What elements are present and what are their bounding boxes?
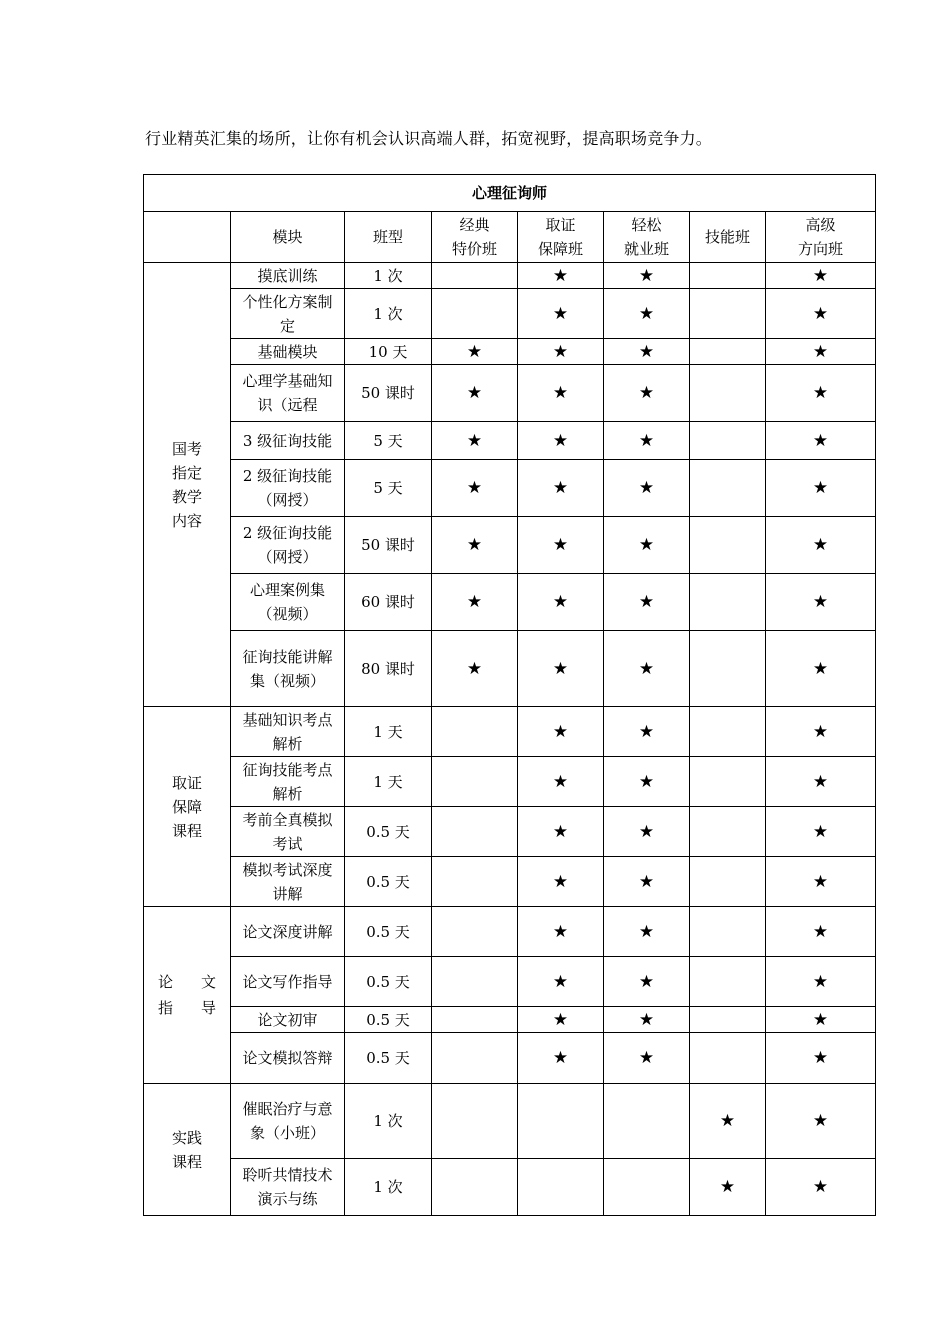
group-name-text: 实践 bbox=[171, 1128, 202, 1147]
module-cell: 征询技能讲解集（视频） bbox=[231, 631, 345, 707]
mark-cell bbox=[604, 757, 690, 807]
mark-cell bbox=[604, 460, 690, 517]
star-icon: ★ bbox=[466, 658, 483, 679]
star-icon: ★ bbox=[812, 658, 829, 679]
table-row bbox=[144, 263, 876, 289]
module-cell: 征询技能考点解析 bbox=[231, 757, 345, 807]
mark-cell bbox=[432, 1007, 518, 1033]
mark-cell bbox=[432, 957, 518, 1007]
star-icon: ★ bbox=[812, 592, 829, 612]
mark-cell bbox=[690, 631, 766, 707]
header-blank bbox=[144, 212, 231, 263]
star-icon: ★ bbox=[812, 1111, 829, 1131]
mark-cell bbox=[690, 517, 766, 574]
class-type-cell: 5 天 bbox=[345, 460, 432, 517]
group-name-text: 文 bbox=[200, 973, 216, 991]
class-type-cell: 0.5 天 bbox=[345, 807, 432, 857]
group-name-text: 内容 bbox=[171, 511, 202, 530]
star-icon: ★ bbox=[719, 1111, 736, 1131]
mark-cell bbox=[518, 1033, 604, 1084]
intro-paragraph: 行业精英汇集的场所，让你有机会认识高端人群，拓宽视野，提高职场竞争力。 bbox=[145, 129, 713, 148]
module-cell: 论文模拟答辩 bbox=[231, 1033, 345, 1084]
table-row bbox=[144, 957, 876, 1007]
star-icon: ★ bbox=[552, 303, 569, 324]
star-icon: ★ bbox=[812, 265, 829, 286]
star-icon: ★ bbox=[638, 821, 655, 842]
star-icon: ★ bbox=[812, 921, 829, 942]
mark-cell bbox=[432, 289, 518, 339]
class-type-cell: 1 天 bbox=[345, 757, 432, 807]
star-icon: ★ bbox=[552, 478, 569, 498]
mark-cell bbox=[604, 339, 690, 365]
star-icon: ★ bbox=[638, 265, 655, 286]
mark-cell bbox=[690, 422, 766, 460]
mark-cell bbox=[518, 907, 604, 957]
table-row bbox=[144, 289, 876, 339]
star-icon: ★ bbox=[638, 303, 655, 324]
mark-cell bbox=[518, 1159, 604, 1216]
mark-cell bbox=[690, 574, 766, 631]
header-skills: 技能班 bbox=[690, 212, 766, 263]
mark-cell bbox=[690, 857, 766, 907]
mark-cell bbox=[432, 422, 518, 460]
star-icon: ★ bbox=[812, 303, 829, 324]
module-cell: 论文初审 bbox=[231, 1007, 345, 1033]
star-icon: ★ bbox=[812, 821, 829, 842]
mark-cell bbox=[432, 757, 518, 807]
mark-cell bbox=[690, 707, 766, 757]
mark-cell bbox=[766, 757, 876, 807]
mark-cell bbox=[766, 1159, 876, 1216]
star-icon: ★ bbox=[466, 592, 483, 612]
mark-cell bbox=[432, 1084, 518, 1159]
header-certificate-guarantee: 取证 保障班 bbox=[518, 212, 604, 263]
mark-cell bbox=[604, 289, 690, 339]
module-cell: 基础模块 bbox=[231, 339, 345, 365]
table-row bbox=[144, 631, 876, 707]
table-row bbox=[144, 460, 876, 517]
mark-cell bbox=[604, 907, 690, 957]
mark-cell bbox=[518, 263, 604, 289]
module-cell: 催眠治疗与意象（小班） bbox=[231, 1084, 345, 1159]
mark-cell bbox=[604, 631, 690, 707]
mark-cell bbox=[432, 574, 518, 631]
mark-cell bbox=[604, 365, 690, 422]
class-type-cell: 80 课时 bbox=[345, 631, 432, 707]
mark-cell bbox=[766, 1007, 876, 1033]
mark-cell bbox=[766, 1084, 876, 1159]
module-cell: 聆听共情技术演示与练 bbox=[231, 1159, 345, 1216]
mark-cell bbox=[690, 1007, 766, 1033]
module-cell: 模拟考试深度讲解 bbox=[231, 857, 345, 907]
group-name-text: 指定 bbox=[171, 463, 202, 482]
mark-cell bbox=[604, 707, 690, 757]
header-classic-discount: 经典 特价班 bbox=[432, 212, 518, 263]
group-name-text: 国考 bbox=[171, 439, 202, 458]
mark-cell bbox=[432, 460, 518, 517]
mark-cell bbox=[432, 1159, 518, 1216]
mark-cell bbox=[690, 757, 766, 807]
mark-cell bbox=[604, 574, 690, 631]
table-row bbox=[144, 1007, 876, 1033]
group-name-text: 课程 bbox=[171, 821, 202, 840]
star-icon: ★ bbox=[638, 430, 655, 451]
mark-cell bbox=[766, 517, 876, 574]
mark-cell bbox=[690, 807, 766, 857]
mark-cell bbox=[604, 807, 690, 857]
group-name-text: 教学 bbox=[171, 487, 202, 506]
star-icon: ★ bbox=[638, 658, 655, 679]
table-row bbox=[144, 907, 876, 957]
module-cell: 基础知识考点解析 bbox=[231, 707, 345, 757]
star-icon: ★ bbox=[552, 383, 569, 403]
star-icon: ★ bbox=[638, 721, 655, 742]
mark-cell bbox=[518, 1084, 604, 1159]
class-type-cell: 1 天 bbox=[345, 707, 432, 757]
table-row bbox=[144, 707, 876, 757]
star-icon: ★ bbox=[552, 535, 569, 555]
star-icon: ★ bbox=[552, 430, 569, 451]
table-title: 心理征询师 bbox=[144, 175, 876, 212]
mark-cell bbox=[432, 907, 518, 957]
star-icon: ★ bbox=[638, 921, 655, 942]
star-icon: ★ bbox=[552, 341, 569, 362]
table-row bbox=[144, 1033, 876, 1084]
mark-cell bbox=[766, 289, 876, 339]
table-row bbox=[144, 365, 876, 422]
star-icon: ★ bbox=[552, 658, 569, 679]
group-name-text: 论 bbox=[158, 973, 174, 991]
table-row bbox=[144, 517, 876, 574]
mark-cell bbox=[604, 957, 690, 1007]
class-type-cell: 50 课时 bbox=[345, 517, 432, 574]
table-row bbox=[144, 807, 876, 857]
header-advanced: 高级 方向班 bbox=[766, 212, 876, 263]
star-icon: ★ bbox=[812, 771, 829, 792]
star-icon: ★ bbox=[552, 921, 569, 942]
mark-cell bbox=[690, 289, 766, 339]
class-type-cell: 1 次 bbox=[345, 289, 432, 339]
table-body bbox=[144, 263, 876, 1216]
class-type-cell: 10 天 bbox=[345, 339, 432, 365]
star-icon: ★ bbox=[638, 1009, 655, 1030]
class-type-cell: 1 次 bbox=[345, 1159, 432, 1216]
mark-cell bbox=[518, 707, 604, 757]
mark-cell bbox=[766, 263, 876, 289]
star-icon: ★ bbox=[466, 430, 483, 451]
star-icon: ★ bbox=[638, 478, 655, 498]
class-type-cell: 60 课时 bbox=[345, 574, 432, 631]
class-type-cell: 5 天 bbox=[345, 422, 432, 460]
module-cell: 3 级征询技能 bbox=[231, 422, 345, 460]
class-type-cell: 50 课时 bbox=[345, 365, 432, 422]
module-cell: 考前全真模拟考试 bbox=[231, 807, 345, 857]
header-easy-employment: 轻松 就业班 bbox=[604, 212, 690, 263]
table-row bbox=[144, 857, 876, 907]
class-type-cell: 0.5 天 bbox=[345, 1033, 432, 1084]
mark-cell bbox=[518, 517, 604, 574]
group-name-text: 指 bbox=[158, 999, 174, 1017]
star-icon: ★ bbox=[812, 383, 829, 403]
mark-cell bbox=[766, 807, 876, 857]
mark-cell bbox=[766, 957, 876, 1007]
mark-cell bbox=[432, 857, 518, 907]
mark-cell bbox=[766, 707, 876, 757]
table-row bbox=[144, 574, 876, 631]
module-cell: 摸底训练 bbox=[231, 263, 345, 289]
mark-cell bbox=[518, 460, 604, 517]
group-name-text: 课程 bbox=[171, 1152, 202, 1171]
mark-cell bbox=[766, 1033, 876, 1084]
star-icon: ★ bbox=[812, 1177, 829, 1197]
mark-cell bbox=[690, 1033, 766, 1084]
class-type-cell: 1 次 bbox=[345, 263, 432, 289]
mark-cell bbox=[432, 631, 518, 707]
star-icon: ★ bbox=[552, 592, 569, 612]
mark-cell bbox=[690, 365, 766, 422]
table-row bbox=[144, 1084, 876, 1159]
mark-cell bbox=[518, 365, 604, 422]
star-icon: ★ bbox=[466, 535, 483, 555]
mark-cell bbox=[518, 857, 604, 907]
mark-cell bbox=[518, 289, 604, 339]
table-row bbox=[144, 757, 876, 807]
star-icon: ★ bbox=[638, 341, 655, 362]
mark-cell bbox=[432, 707, 518, 757]
mark-cell bbox=[690, 907, 766, 957]
group-name-text: 取证 bbox=[171, 773, 202, 792]
mark-cell bbox=[690, 460, 766, 517]
mark-cell bbox=[432, 263, 518, 289]
mark-cell bbox=[518, 631, 604, 707]
mark-cell bbox=[604, 263, 690, 289]
course-table bbox=[143, 174, 876, 1216]
table-row bbox=[144, 1159, 876, 1216]
mark-cell bbox=[766, 422, 876, 460]
star-icon: ★ bbox=[638, 971, 655, 992]
header-module: 模块 bbox=[231, 212, 345, 263]
mark-cell bbox=[432, 517, 518, 574]
star-icon: ★ bbox=[552, 771, 569, 792]
mark-cell bbox=[604, 1033, 690, 1084]
mark-cell bbox=[690, 263, 766, 289]
mark-cell bbox=[604, 422, 690, 460]
star-icon: ★ bbox=[812, 535, 829, 555]
group-name-text: 导 bbox=[200, 999, 216, 1017]
mark-cell bbox=[604, 1084, 690, 1159]
star-icon: ★ bbox=[812, 871, 829, 892]
mark-cell bbox=[432, 1033, 518, 1084]
star-icon: ★ bbox=[812, 1009, 829, 1030]
star-icon: ★ bbox=[552, 265, 569, 286]
mark-cell bbox=[766, 631, 876, 707]
mark-cell bbox=[766, 365, 876, 422]
mark-cell bbox=[518, 422, 604, 460]
star-icon: ★ bbox=[812, 1048, 829, 1068]
star-icon: ★ bbox=[812, 478, 829, 498]
star-icon: ★ bbox=[552, 871, 569, 892]
group-name-cell bbox=[144, 263, 231, 707]
module-cell: 心理案例集（视频） bbox=[231, 574, 345, 631]
star-icon: ★ bbox=[552, 1009, 569, 1030]
mark-cell bbox=[766, 857, 876, 907]
module-cell: 2 级征询技能（网授） bbox=[231, 460, 345, 517]
mark-cell bbox=[766, 339, 876, 365]
mark-cell bbox=[690, 1159, 766, 1216]
mark-cell bbox=[518, 957, 604, 1007]
mark-cell bbox=[766, 574, 876, 631]
star-icon: ★ bbox=[719, 1177, 736, 1197]
star-icon: ★ bbox=[812, 721, 829, 742]
star-icon: ★ bbox=[638, 771, 655, 792]
mark-cell bbox=[518, 1007, 604, 1033]
mark-cell bbox=[432, 339, 518, 365]
class-type-cell: 0.5 天 bbox=[345, 907, 432, 957]
module-cell: 论文写作指导 bbox=[231, 957, 345, 1007]
star-icon: ★ bbox=[812, 971, 829, 992]
module-cell: 论文深度讲解 bbox=[231, 907, 345, 957]
star-icon: ★ bbox=[638, 1048, 655, 1068]
star-icon: ★ bbox=[466, 478, 483, 498]
mark-cell bbox=[518, 574, 604, 631]
group-name-cell bbox=[144, 907, 231, 1084]
class-type-cell: 1 次 bbox=[345, 1084, 432, 1159]
mark-cell bbox=[604, 1159, 690, 1216]
mark-cell bbox=[604, 857, 690, 907]
star-icon: ★ bbox=[552, 1048, 569, 1068]
star-icon: ★ bbox=[638, 592, 655, 612]
star-icon: ★ bbox=[466, 341, 483, 362]
table-row bbox=[144, 422, 876, 460]
star-icon: ★ bbox=[638, 871, 655, 892]
star-icon: ★ bbox=[552, 821, 569, 842]
star-icon: ★ bbox=[638, 383, 655, 403]
mark-cell bbox=[766, 907, 876, 957]
mark-cell bbox=[518, 807, 604, 857]
mark-cell bbox=[690, 1084, 766, 1159]
mark-cell bbox=[432, 365, 518, 422]
module-cell: 心理学基础知识（远程 bbox=[231, 365, 345, 422]
star-icon: ★ bbox=[552, 971, 569, 992]
class-type-cell: 0.5 天 bbox=[345, 1007, 432, 1033]
table-row bbox=[144, 339, 876, 365]
star-icon: ★ bbox=[638, 535, 655, 555]
mark-cell bbox=[766, 460, 876, 517]
mark-cell bbox=[604, 1007, 690, 1033]
module-cell: 2 级征询技能（网授） bbox=[231, 517, 345, 574]
group-name-text: 保障 bbox=[171, 797, 202, 816]
module-cell: 个性化方案制定 bbox=[231, 289, 345, 339]
mark-cell bbox=[604, 517, 690, 574]
class-type-cell: 0.5 天 bbox=[345, 857, 432, 907]
star-icon: ★ bbox=[552, 721, 569, 742]
group-name-cell bbox=[144, 1084, 231, 1216]
header-class-type: 班型 bbox=[345, 212, 432, 263]
mark-cell bbox=[690, 957, 766, 1007]
star-icon: ★ bbox=[812, 430, 829, 451]
mark-cell bbox=[432, 807, 518, 857]
star-icon: ★ bbox=[812, 341, 829, 362]
class-type-cell: 0.5 天 bbox=[345, 957, 432, 1007]
group-name-cell bbox=[144, 707, 231, 907]
mark-cell bbox=[518, 339, 604, 365]
mark-cell bbox=[518, 757, 604, 807]
mark-cell bbox=[690, 339, 766, 365]
star-icon: ★ bbox=[466, 383, 483, 403]
